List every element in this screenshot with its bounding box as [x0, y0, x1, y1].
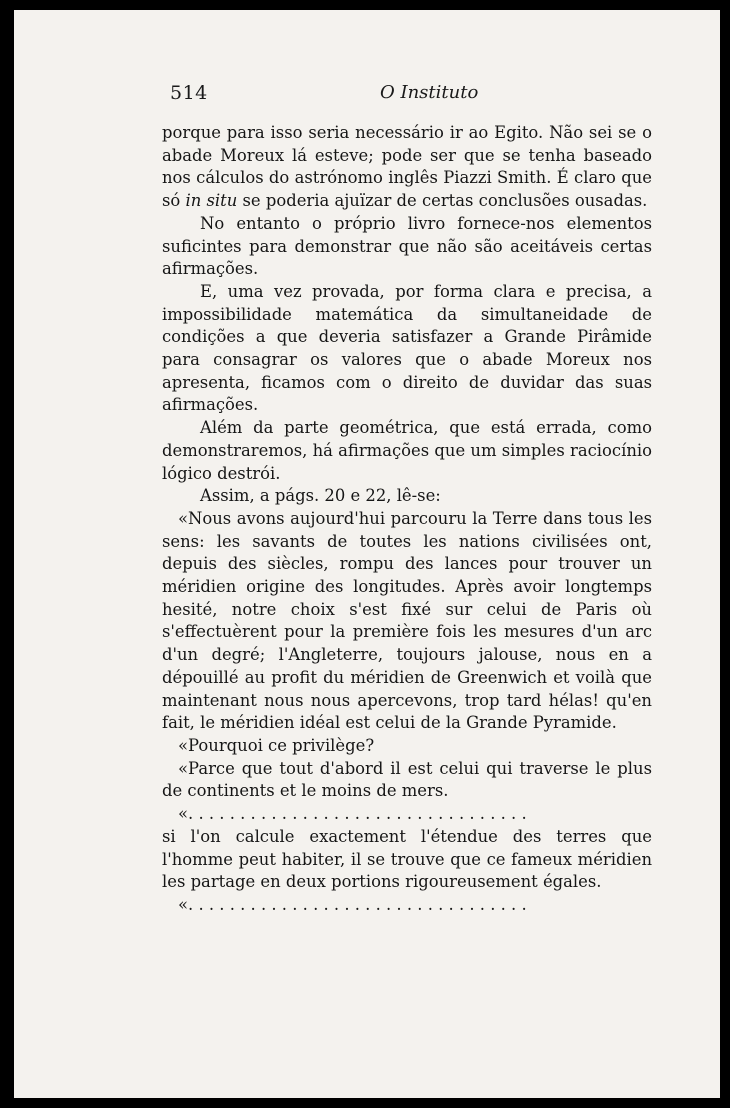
running-head: O Instituto	[380, 82, 479, 103]
page-number: 514	[170, 82, 208, 104]
text-segment: porque para isso seria necessário ir ao Egito. Não sei se o abade Moreux lá esteve; pode ser que se tenha baseado nos cálculos do astrónomo inglês Piazzi Smith. É claro que só	[162, 123, 652, 211]
paragraph	[162, 417, 652, 485]
book-page	[14, 10, 720, 1098]
text-segment: si l'on calcule exactement l'étendue des terres que l'homme peut habiter, il se trouve que ce fameux méridien les partage en deux portions rigoureusement égales.	[162, 826, 652, 892]
ellipsis-line	[162, 803, 652, 826]
ellipsis-line	[162, 894, 652, 917]
italic-text-segment: in situ	[185, 191, 238, 211]
quote-paragraph	[162, 508, 652, 735]
paragraph	[162, 213, 652, 281]
quote-paragraph	[162, 758, 652, 803]
page-header	[170, 82, 652, 112]
text-segment: «. . . . . . . . . . . . . . . . . . . . . . . . . . . . . . . . .	[178, 804, 527, 824]
quote-paragraph	[162, 826, 652, 894]
paragraph	[162, 281, 652, 417]
text-segment: «Parce que tout d'abord il est celui qui traverse le plus de continents et le moins de mers.	[162, 758, 652, 801]
paragraph	[162, 485, 652, 508]
text-segment: Além da parte geométrica, que está errada, como demonstraremos, há afirmações que um simples raciocínio lógico destrói.	[162, 418, 652, 483]
text-segment: se poderia ajuïzar de certas conclusões ousadas.	[237, 191, 648, 211]
text-segment: No entanto o próprio livro fornece-nos elementos suficintes para demonstrar que não são aceitáveis certas afirmações.	[162, 213, 652, 279]
text-segment: «Pourquoi ce privilège?	[178, 735, 375, 755]
body-text	[162, 122, 652, 917]
text-segment: «Nous avons aujourd'hui parcouru la Terre dans tous les sens: les savants de toutes les nations civilisées ont, depuis des siècles, rompu des lances pour trouver un méridien origine des longitudes. Après avoir longtemps hesité, notre choix s'est fixé sur celui de Paris où s'effectuèrent pour la première fois les mesures d'un arc d'un degré; l'Angleterre, toujours jalouse, nous en a dépouillé au profit du méridien de Greenwich et voilà que maintenant nous nous apercevons, trop tard hélas! qu'en fait, le méridien idéal est celui de la Grande Pyramide.	[162, 508, 652, 733]
text-segment: Assim, a págs. 20 e 22, lê-se:	[200, 486, 441, 506]
text-segment: «. . . . . . . . . . . . . . . . . . . . . . . . . . . . . . . . .	[178, 894, 527, 914]
text-segment: E, uma vez provada, por forma clara e precisa, a impossibilidade matemática da simultaneidade de condições a que deveria satisfazer a Grande Pirâmide para consagrar os valores que o abade Moreux nos apresenta, ficamos com o direito de duvidar das suas afirmações.	[162, 281, 652, 415]
quote-paragraph	[162, 735, 652, 758]
paragraph	[162, 122, 652, 213]
